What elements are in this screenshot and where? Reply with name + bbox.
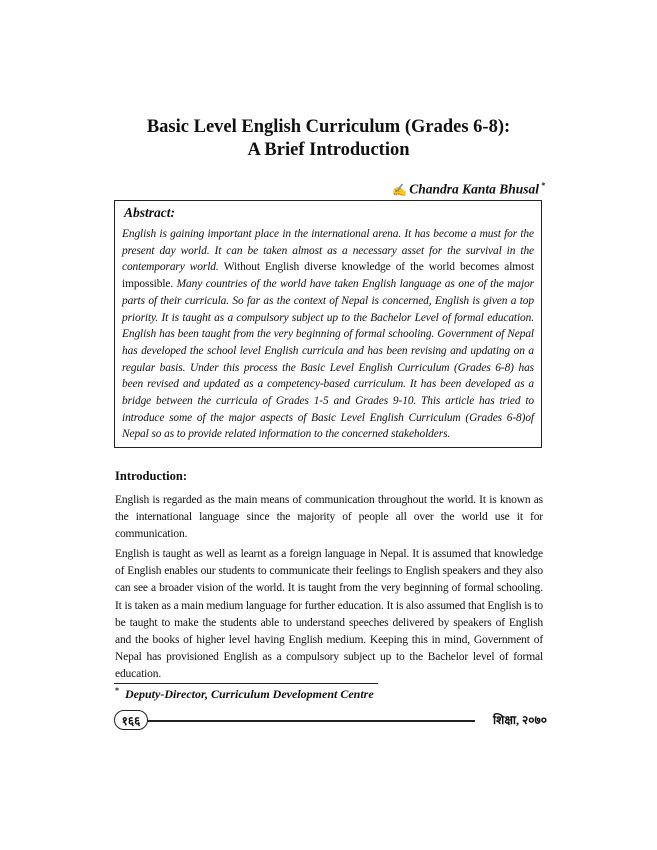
introduction-heading: Introduction: [115, 469, 188, 483]
abstract-text-part-2: Without English diverse knowledge of the world becomes almost impossible. [122, 261, 535, 291]
introduction-paragraph-2: English is taught as well as learnt as a foreign language in Nepal. It is assumed that knowledge of English enables our students to communicate their feelings to English speakers and they also can see a broader vision of the world. It is taught from the very beginning of formal schooling. It is taken as a main medium language for further education. It is also assumed that English is to be taught to make the students able to understand speeches delivered by speakers of English and the books of higher level having English medium. Keeping this in mind, Government of Nepal has provisioned English as a compulsory subject up to the Bachelor level of formal education. [115, 548, 543, 681]
abstract-text [122, 226, 534, 443]
footnote-divider [114, 683, 378, 684]
article-title-line-2: A Brief Introduction [247, 140, 410, 160]
author-line [392, 181, 545, 198]
article-title [60, 116, 597, 162]
pen-nib-icon: ✍ [392, 182, 408, 197]
journal-label: शिक्षा, २०७० [493, 713, 547, 727]
footnote-marker: * [115, 686, 119, 695]
page-number: १६६ [121, 713, 141, 728]
page-number-badge [114, 710, 148, 730]
abstract-text-part-3: Many countries of the world have taken English language as one of the major parts of their curricula. So far as the context of Nepal is concerned, English is given a top priority. It is taught as a compulsory subject up to the Bachelor Level of formal education. English has been taught from the very beginning of formal schooling. Government of Nepal has developed the school level English curricula and has been revising and updating on a regular basis. Under this process the Basic Level English Curriculum (Grades 6-8) has been revised and updated as a competency-based curriculum. It has been developed as a bridge between the curricula of Grades 1-5 and Grades 9-10. This article has tried to introduce some of the major aspects of Basic Level English Curriculum (Grades 6-8)of Nepal so as to provide related information to the concerned stakeholders. [122, 278, 535, 441]
abstract-box [114, 200, 542, 448]
author-name: Chandra Kanta Bhusal [409, 181, 539, 197]
footnote-text: Deputy-Director, Curriculum Development Centre [125, 687, 374, 701]
article-title-line-1: Basic Level English Curriculum (Grades 6-8): [146, 117, 511, 137]
abstract-text-part-1: English is gaining important place in the international arena. It has become a must for the present day world. It can be taken almost as a necessary asset for the survival in the contemporary world. [122, 228, 534, 274]
author-footnote-marker: * [541, 181, 545, 190]
abstract-heading: Abstract: [124, 205, 176, 220]
footnote [115, 686, 374, 702]
introduction-paragraph-1: English is regarded as the main means of communication throughout the world. It is known as the international language since the majority of people all over the world use it for communication. [115, 494, 543, 541]
footer-rule [147, 720, 475, 722]
